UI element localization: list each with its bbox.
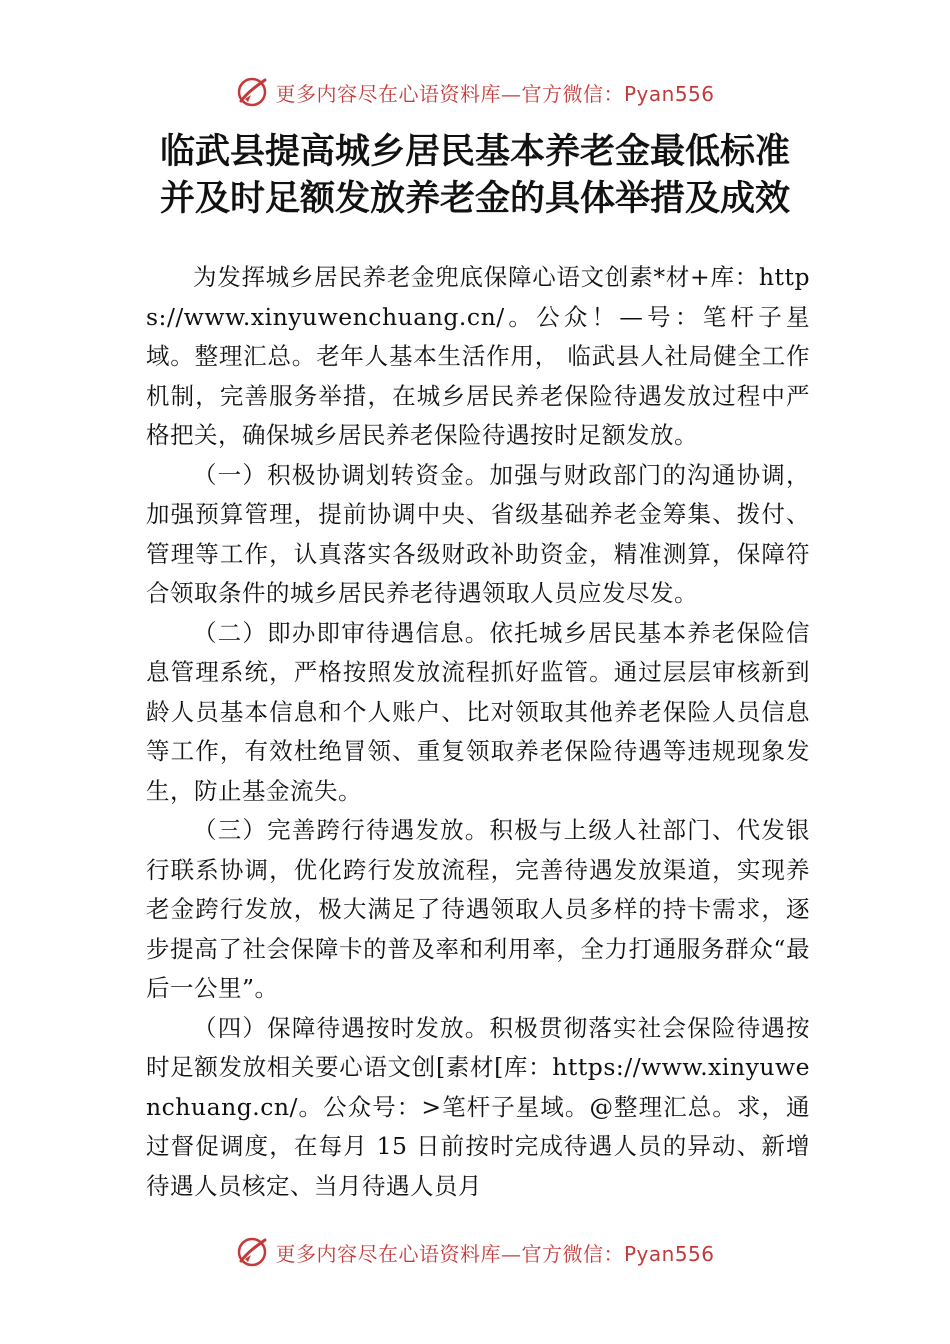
footer-banner-text: 更多内容尽在心语资料库—官方微信： — [275, 1241, 624, 1266]
footer-banner — [0, 1232, 950, 1272]
paragraph-2: （二）即办即审待遇信息。依托城乡居民基本养老保险信息管理系统，严格按照发放流程抓好监管。通过层层审核新到龄人员基本信息和个人账户、比对领取其他养老保险人员信息等工作，有效杜绝冒领、重复领取养老保险待遇等违规现象发生，防止基金流失。 — [146, 618, 810, 805]
paragraph-4: （四）保障待遇按时发放。积极贯彻落实社会保险待遇按时足额发放相关要心语文创[素材[库：https://www.xinyuwenchuang.cn/。公众号：>笔杆子星域。@整理汇总。求，通过督促调度，在每月 15 日前按时完成待遇人员的异动、新增待遇人员核定、当月待遇人员月 — [146, 1013, 810, 1200]
document-body — [146, 258, 810, 1206]
brush-logo-icon — [235, 75, 269, 109]
document-title — [0, 128, 950, 222]
title-line-2: 并及时足额发放养老金的具体举措及成效 — [159, 178, 790, 219]
title-line-1: 临武县提高城乡居民基本养老金最低标准 — [159, 131, 790, 172]
brush-logo-icon — [235, 1235, 269, 1269]
header-banner-id: Pyan556 — [623, 81, 715, 106]
header-banner-text: 更多内容尽在心语资料库—官方微信： — [275, 81, 624, 106]
paragraph-intro: 为发挥城乡居民养老金兜底保障心语文创素*材+库：https://www.xinyuwenchuang.cn/。公众！—号：笔杆子星域。整理汇总。老年人基本生活作用， 临武县人社局健全工作机制，完善服务举措，在城乡居民养老保险待遇发放过程中严格把关，确保城乡居民养老保险待遇按时足额发放。 — [146, 263, 810, 449]
header-banner — [0, 72, 950, 112]
paragraph-3: （三）完善跨行待遇发放。积极与上级人社部门、代发银行联系协调，优化跨行发放流程，完善待遇发放渠道，实现养老金跨行发放，极大满足了待遇领取人员多样的持卡需求，逐步提高了社会保障卡的普及率和利用率，全力打通服务群众“最后一公里”。 — [146, 816, 810, 1002]
paragraph-1: （一）积极协调划转资金。加强与财政部门的沟通协调，加强预算管理，提前协调中央、省级基础养老金筹集、拨付、管理等工作，认真落实各级财政补助资金，精准测算，保障符合领取条件的城乡居民养老待遇领取人员应发尽发。 — [146, 460, 810, 607]
footer-banner-id: Pyan556 — [623, 1241, 715, 1266]
